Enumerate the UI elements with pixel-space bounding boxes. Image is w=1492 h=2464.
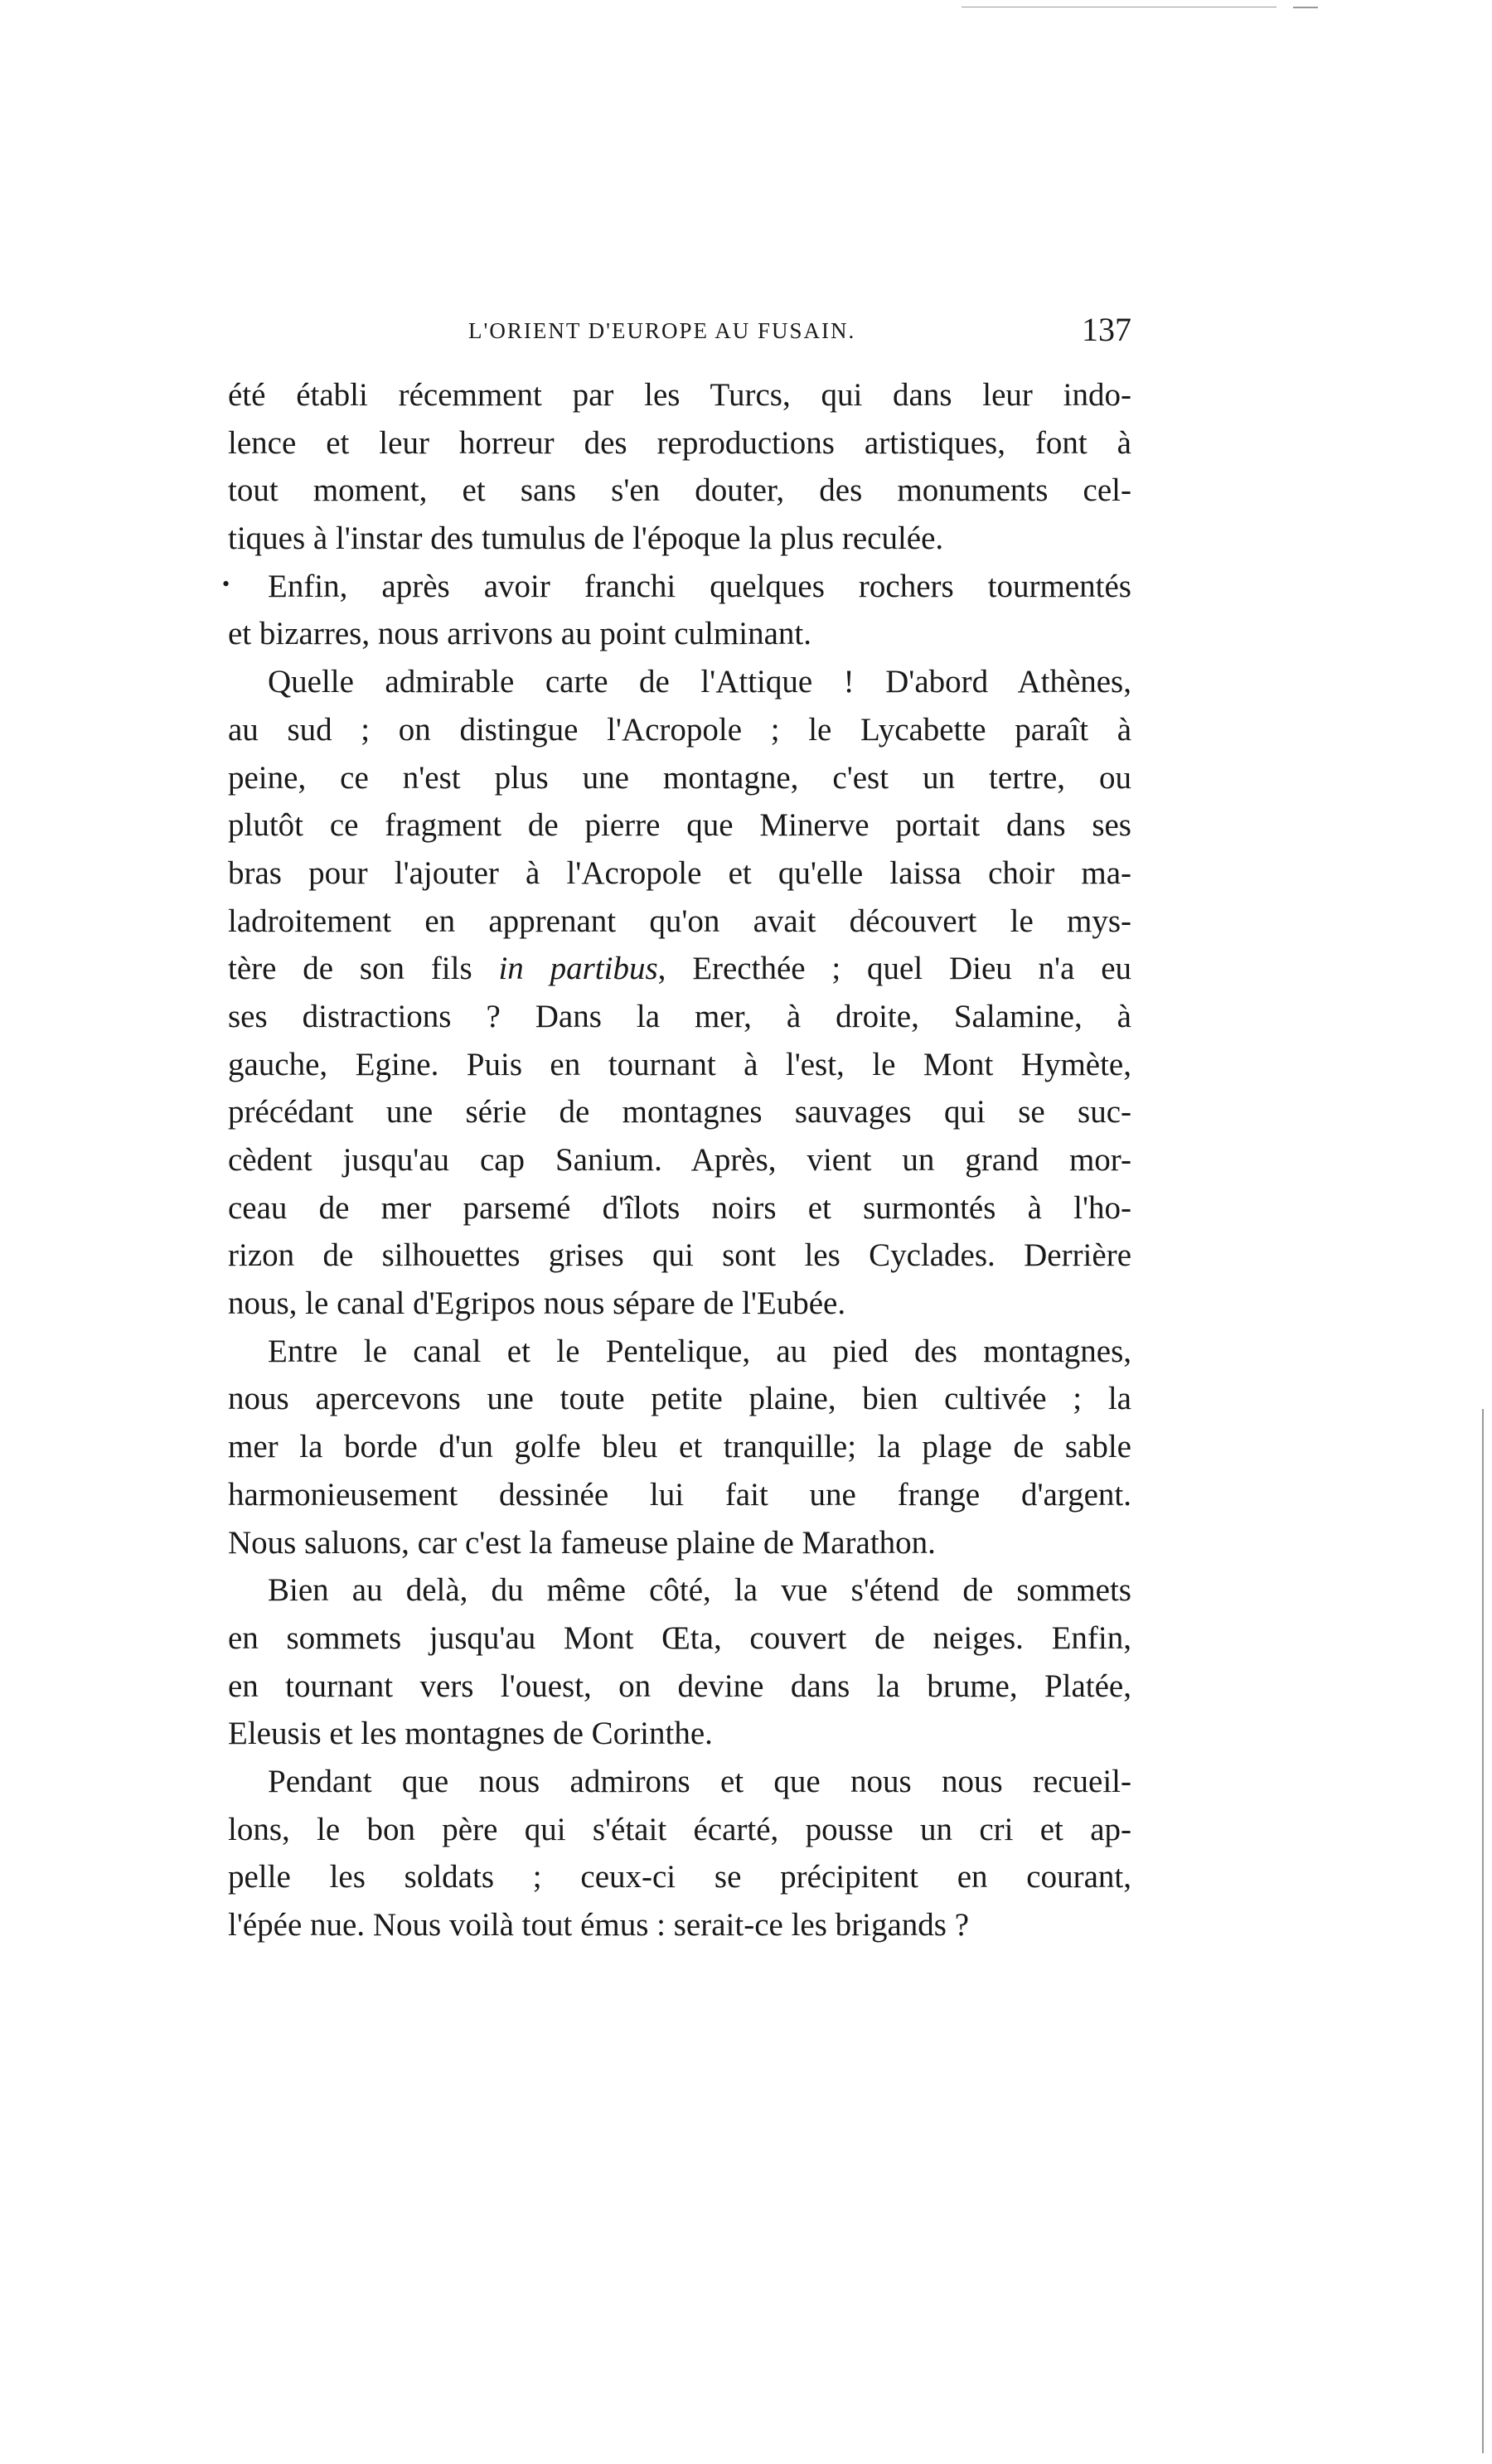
italic-phrase: in partibus <box>498 951 658 987</box>
margin-mark: • <box>222 572 230 596</box>
text-line: ladroitement en apprenant qu'on avait découvert le mys- <box>228 903 1131 939</box>
text-line: bras pour l'ajouter à l'Acropole et qu'elle laissa choir ma- <box>228 854 1131 891</box>
scan-edge-line <box>1482 1409 1484 2453</box>
text-line: et bizarres, nous arrivons au point culminant. <box>228 616 811 652</box>
text-line: plutôt ce fragment de pierre que Minerve portait dans ses <box>228 807 1131 844</box>
text-line: rizon de silhouettes grises qui sont les Cyclades. Derrière <box>228 1237 1131 1274</box>
running-title: L'ORIENT D'EUROPE AU FUSAIN. <box>468 318 856 343</box>
text-line: ses distractions ? Dans la mer, à droite, Salamine, à <box>228 998 1131 1034</box>
text-line: cèdent jusqu'au cap Sanium. Après, vient un grand mor- <box>228 1142 1131 1178</box>
text-line: nous apercevons une toute petite plaine, bien cultivée ; la <box>228 1381 1131 1417</box>
text-line: été établi récemment par les Turcs, qui dans leur indo- <box>228 377 1131 413</box>
text-line: Pendant que nous admirons et que nous nous recueil- <box>268 1763 1131 1799</box>
text-line <box>228 945 1131 993</box>
text-line: Quelle admirable carte de l'Attique ! D'abord Athènes, <box>268 664 1131 700</box>
text-segment: tère de son fils <box>228 951 499 987</box>
text-line: tiques à l'instar des tumulus de l'époque la plus reculée. <box>228 520 944 557</box>
text-line: précédant une série de montagnes sauvages qui se suc- <box>228 1094 1131 1130</box>
text-line: Entre le canal et le Pentelique, au pied des montagnes, <box>268 1333 1131 1369</box>
text-line: nous, le canal d'Egripos nous sépare de l'Eubée. <box>228 1285 846 1322</box>
text-line: lons, le bon père qui s'était écarté, pousse un cri et ap- <box>228 1811 1131 1847</box>
text-line: gauche, Egine. Puis en tournant à l'est, le Mont Hymète, <box>228 1046 1131 1082</box>
text-line: Nous saluons, car c'est la fameuse plaine de Marathon. <box>228 1524 936 1561</box>
text-line: tout moment, et sans s'en douter, des monuments cel- <box>228 472 1131 509</box>
text-line: Enfin, après avoir franchi quelques rochers tourmentés <box>268 568 1131 604</box>
text-line: lence et leur horreur des reproductions artistiques, font à <box>228 424 1131 461</box>
text-line: au sud ; on distingue l'Acropole ; le Lycabette paraît à <box>228 711 1131 748</box>
text-line: Eleusis et les montagnes de Corinthe. <box>228 1716 713 1752</box>
page-number: 137 <box>1082 311 1131 348</box>
scan-top-artifact <box>1293 7 1318 8</box>
text-segment: , Erecthée ; quel Dieu n'a eu <box>657 951 1132 987</box>
page-header <box>228 313 1131 355</box>
text-line: ceau de mer parsemé d'îlots noirs et surmontés à l'ho- <box>228 1189 1131 1226</box>
text-line: peine, ce n'est plus une montagne, c'est un tertre, ou <box>228 759 1131 796</box>
text-line: en tournant vers l'ouest, on devine dans la brume, Platée, <box>228 1668 1131 1704</box>
body-text <box>228 371 1131 1949</box>
text-line: Bien au delà, du même côté, la vue s'étend de sommets <box>268 1572 1131 1609</box>
text-line: pelle les soldats ; ceux-ci se précipitent en courant, <box>228 1859 1131 1895</box>
text-line: mer la borde d'un golfe bleu et tranquille; la plage de sable <box>228 1429 1131 1465</box>
text-line: l'épée nue. Nous voilà tout émus : serait-ce les brigands ? <box>228 1907 970 1943</box>
text-line: en sommets jusqu'au Mont Œta, couvert de neiges. Enfin, <box>228 1619 1131 1656</box>
text-line: harmonieusement dessinée lui fait une frange d'argent. <box>228 1476 1131 1513</box>
